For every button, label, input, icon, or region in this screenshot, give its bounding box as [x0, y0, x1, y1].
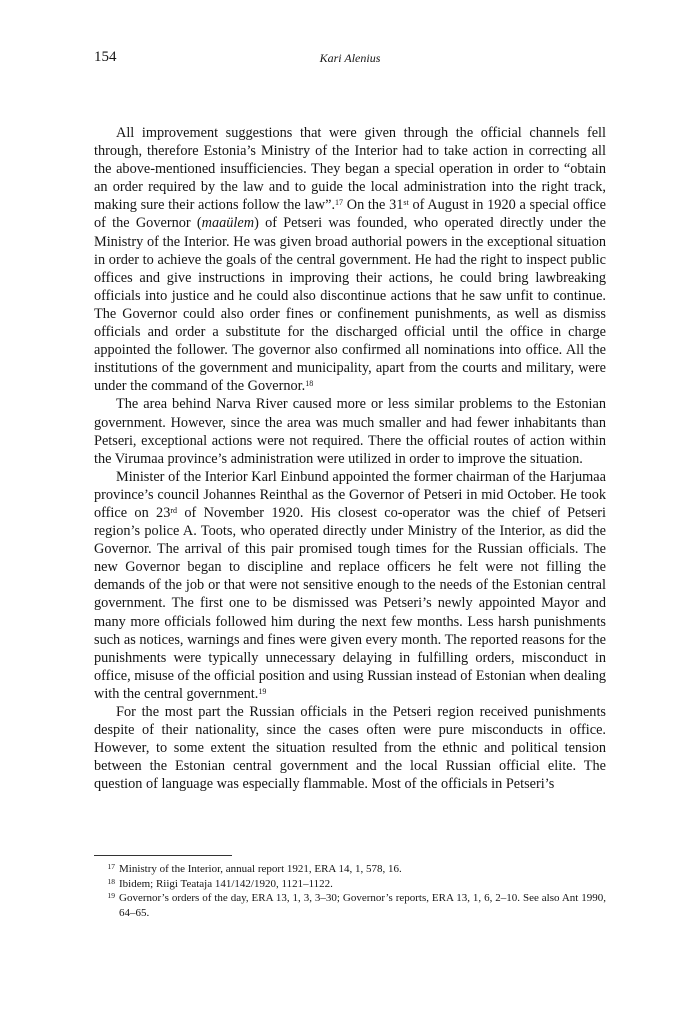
ordinal-suffix: rd	[170, 505, 178, 515]
paragraph-4	[94, 703, 606, 793]
text-run: All improvement suggestions that were given through the official channels fell through, therefore Estonia’s Ministry of the Interior had to take action in correcting all the above-mentioned insufficiencies. They began a special operation in order to “obtain an order required by the law and to guide the local administration into the right track, making sure their actions follow the law”.	[94, 125, 606, 214]
footnote-ref-17[interactable]: 17	[335, 198, 344, 208]
footnote-separator	[94, 855, 232, 856]
footnote-ref-19[interactable]: 19	[258, 686, 267, 696]
text-run: On the 31	[343, 197, 404, 214]
text-run: of August in 1920 a special office of the Governor (	[94, 197, 606, 232]
footnote-number: 17	[107, 862, 115, 871]
text-run: For the most part the Russian officials in the Petseri region received punishments despite of their nationality, since the cases often were pure misconducts in office. However, to some extent the situation resulted from the ethnic and political tension between the Estonian central government and the local Russian official elite. The question of language was especially flammable. Most of the officials in Petseri’s	[94, 704, 606, 793]
page-number: 154	[94, 49, 117, 65]
text-run: ) of Petseri was founded, who operated directly under the Ministry of the Interior. He was given broad authorial powers in the exceptional situation in order to achieve the goals of the central government. He had the right to inspect public offices and give instructions in improving their actions, he could bring lawbreaking officials into justice and he could also discontinue actions that he saw unfit to continue. The Governor could also order fines or confinement punishments, as well as dismiss officials and order a substitute for the discharged official until the office in charge appointed the follower. The governor also confirmed all nominations into office. All the institutions of the government and municipality, apart from the courts and military, were under the command of the Governor.	[94, 215, 606, 395]
text-run: of November 1920. His closest co-operator was the chief of Petseri region’s police A. Toots, who operated directly under Ministry of the Interior, as did the Governor. The arrival of this pair promised tough times for the Russian officials. The new Governor began to discipline and replace officers he felt were not filling the demands of the job or that were not sensitive enough to the needs of the Estonian central government. The first one to be dismissed was Petseri’s newly appointed Mayor and many more officials followed him during the next few months. Less harsh punishments such as notices, warnings and fines were given every month. The reported reasons for the punishments were typically unnecessary delaying in fulfilling orders, misconduct in office, misuse of the official position and using Russian instead of Estonian when dealing with the central government.	[94, 504, 606, 702]
paragraph-2	[94, 395, 606, 467]
footnote	[94, 891, 606, 920]
ordinal-suffix: st	[403, 198, 409, 208]
text-run: Minister of the Interior Karl Einbund appointed the former chairman of the Harjumaa province’s council Johannes Reinthal as the Governor of Petseri in mid October. He took office on 23	[94, 468, 606, 521]
running-head-author: Kari Alenius	[319, 51, 381, 65]
text-run: The area behind Narva River caused more or less similar problems to the Estonian government. However, since the area was much smaller and had fewer inhabitants than Petseri, exceptional actions were not required. There the official routes of action within the Virumaa province’s administration were utilized in order to improve the situation.	[94, 396, 606, 467]
footnote	[94, 877, 606, 892]
footnote-number: 19	[107, 891, 115, 901]
footnote	[94, 862, 606, 877]
paragraph-1	[94, 124, 606, 395]
paragraph-3	[94, 468, 606, 703]
footnote-text: Governor’s orders of the day, ERA 13, 1, 3, 3–30; Governor’s reports, ERA 13, 1, 6, 2–10. See also Ant 1990, 64–65.	[119, 892, 606, 919]
footnote-number: 18	[107, 876, 115, 886]
footnote-ref-18[interactable]: 18	[305, 379, 314, 389]
italic-term: maaülem	[201, 215, 255, 232]
footnotes	[94, 862, 606, 920]
body-text	[94, 124, 606, 793]
footnote-text: Ibidem; Riigi Teataja 141/142/1920, 1121–1122.	[119, 877, 333, 890]
footnote-text: Ministry of the Interior, annual report 1921, ERA 14, 1, 578, 16.	[119, 863, 402, 875]
